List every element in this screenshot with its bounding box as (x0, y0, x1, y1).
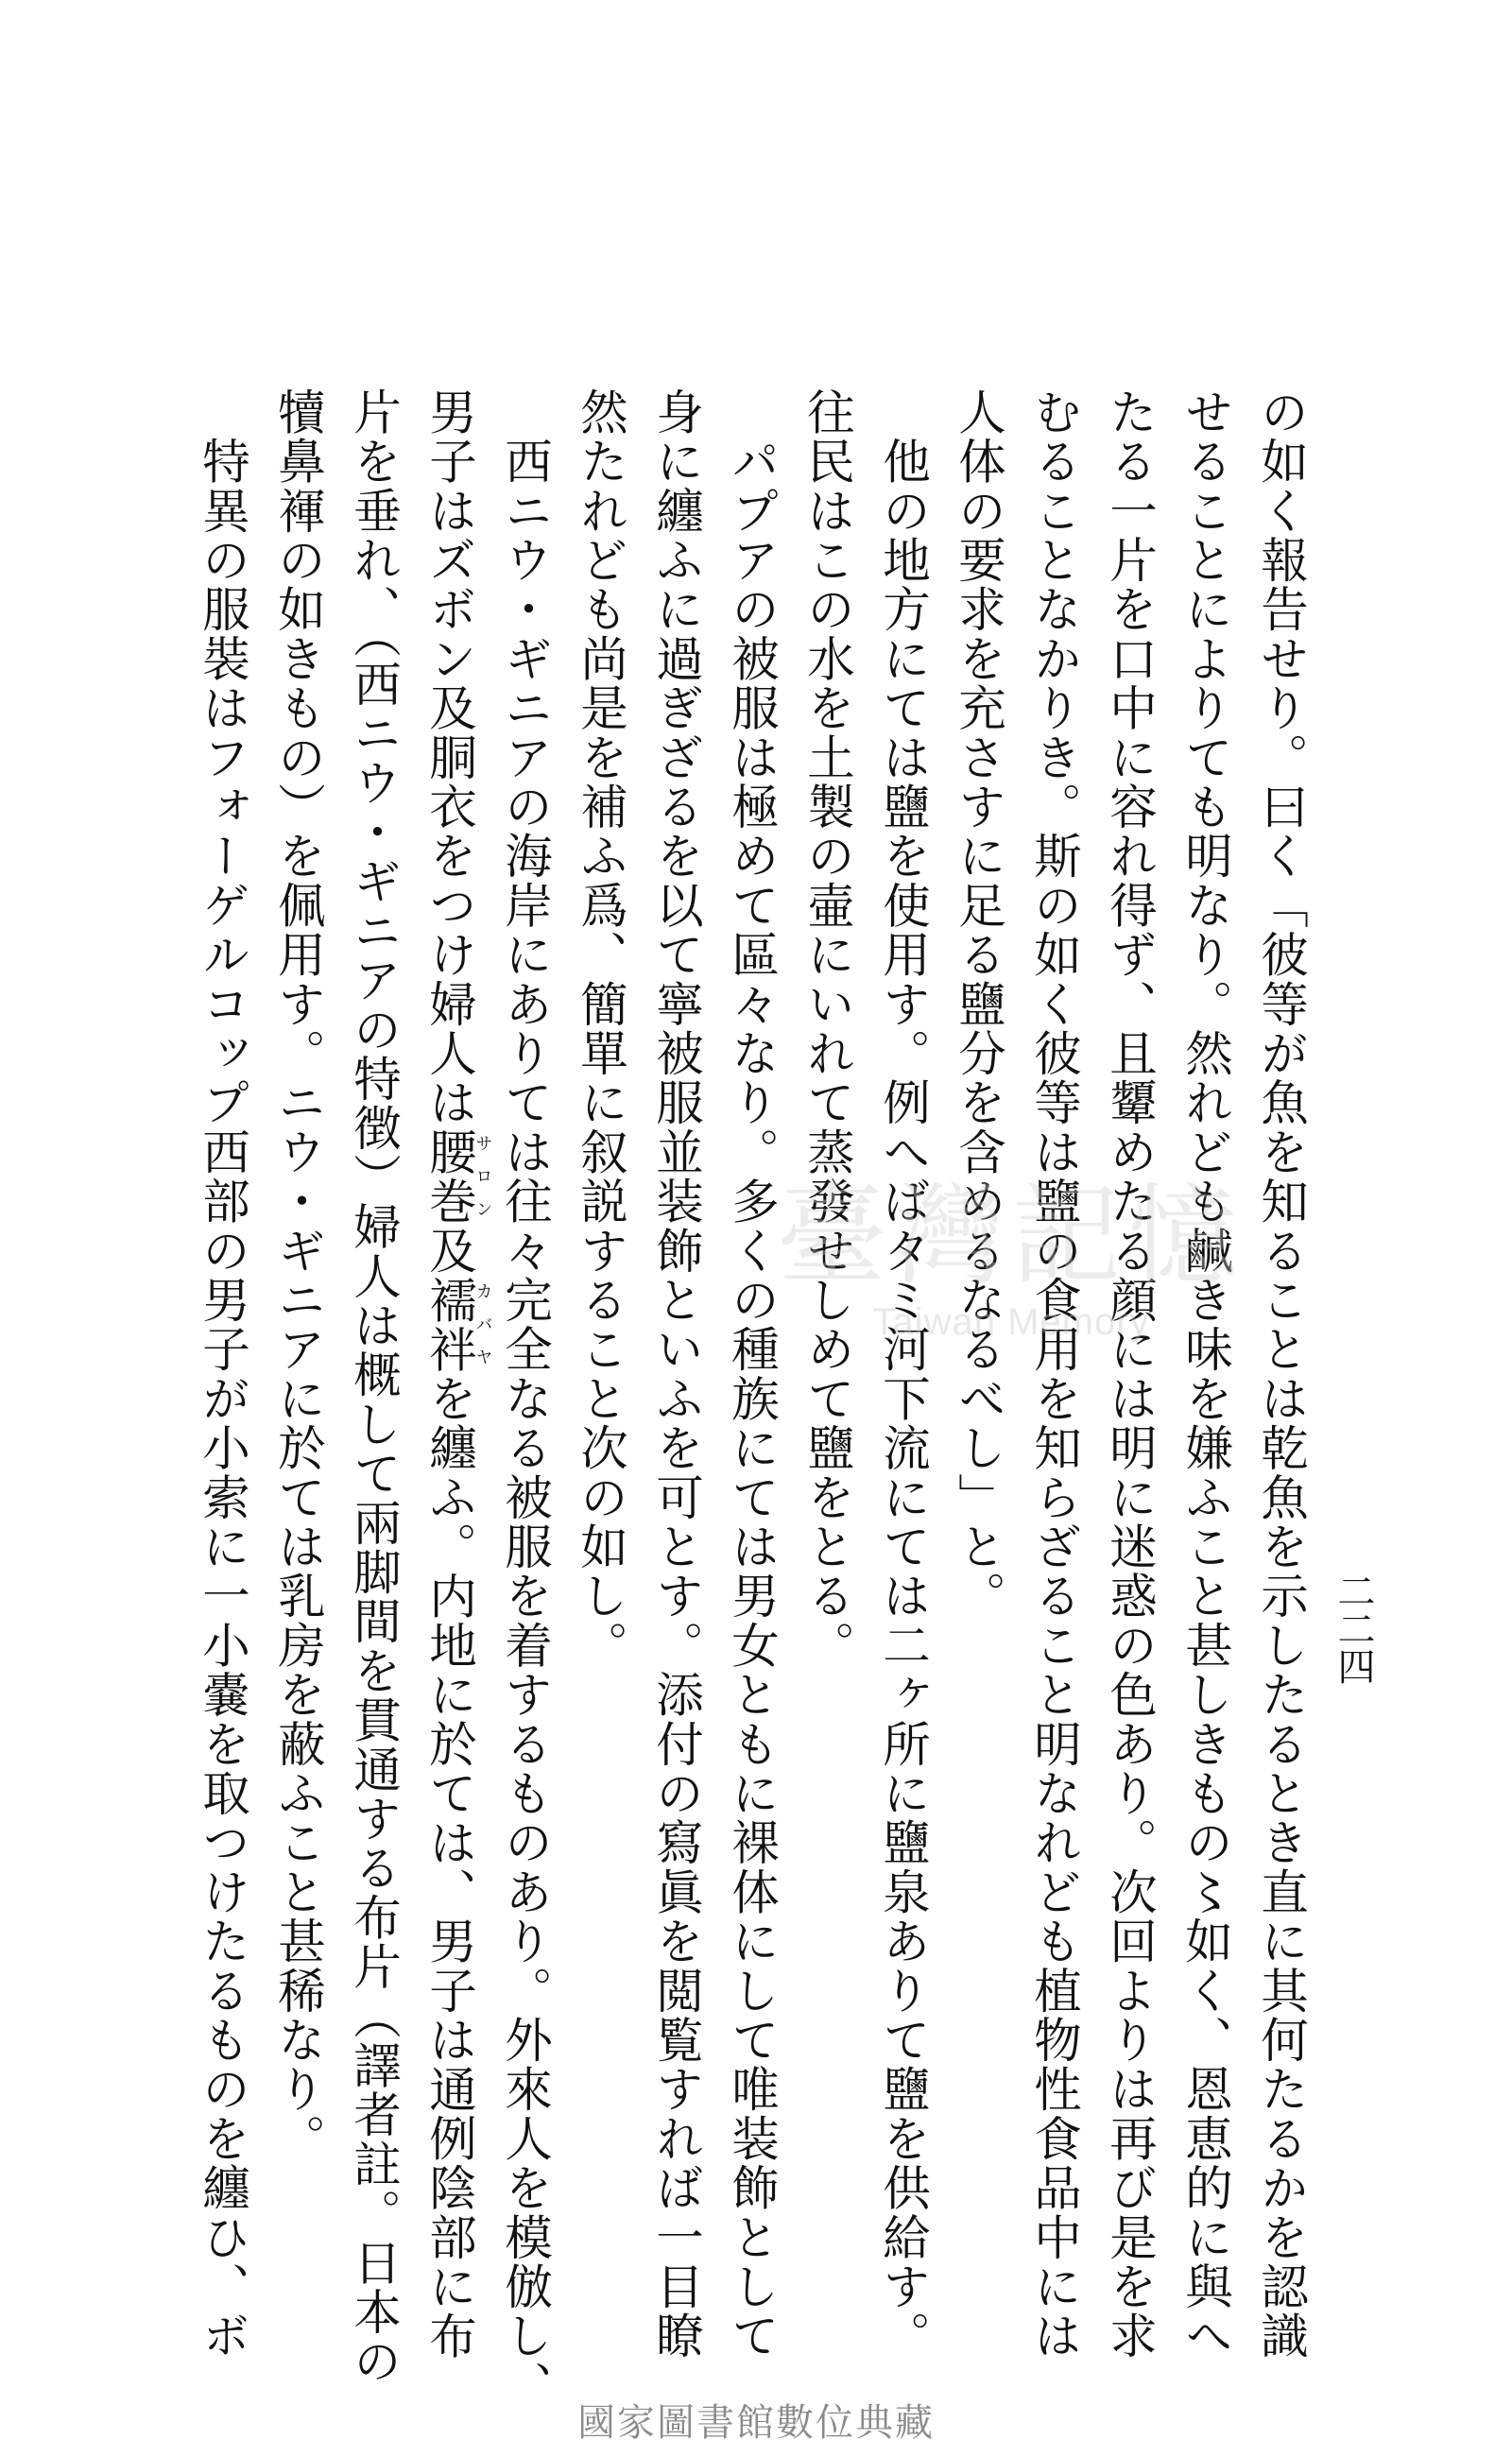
footer-caption: 國家圖書館數位典藏 (577, 2401, 935, 2445)
text-line-15: 特異の服裝はフォーゲルコップ西部の男子が小索に一小嚢を取つけたるものを纏ひ、ボ (195, 387, 251, 2361)
text-line-12: 男子はズボン及胴衣をつけ婦人は腰巻サロン及襦袢カバヤを纏ふ。内地に於ては、男子は通例陰部に布 (421, 387, 493, 2362)
text-line-10: 然たれども尚是を補ふ爲、簡單に叙説すること次の如し。 (573, 387, 629, 1671)
text-line-13: 片を垂れ、（西ニウ・ギニアの特徴）婦人は概して兩脚間を貫通する布片（譯者註。日本の (346, 387, 403, 2386)
text-line-9: 身に纏ふに過ぎざるを以て寧被服並装飾といふを可とす。添付の寫眞を閲覧すれば一目瞭 (648, 387, 705, 2361)
page-number: 二二四 (1332, 1572, 1375, 1685)
text-line-4: むることなかりき。斯の如く彼等は鹽の食用を知らざること明なれども植物性食品中には (1026, 387, 1083, 2361)
text-line-6: 他の地方にては鹽を使用す。例へばタミ河下流にては二ヶ所に鹽泉ありて鹽を供給す。 (875, 387, 932, 2361)
text-line-11: 西ニウ・ギニアの海岸にありては往々完全なる被服を着するものあり。外來人を模倣し、 (497, 387, 554, 2411)
text-line-8: パプアの被服は極めて區々なり。多くの種族にては男女ともに裸体にして唯装飾として (724, 387, 781, 2361)
text-line-3: たる一片を口中に容れ得ず、且顰めたる顔には明に迷惑の色あり。次回よりは再び是を求 (1102, 387, 1159, 2361)
text-line-1: の如く報告せり。曰く「彼等が魚を知ることは乾魚を示したるとき直に其何たるかを認識 (1253, 387, 1310, 2361)
ruby-reading: カバヤ (472, 1275, 493, 1375)
watermark-subtext: Taiwan Memory (872, 1301, 1150, 1343)
text-line-14: 犢鼻褌の如きもの）を佩用す。ニウ・ギニアに於ては乳房を蔽ふこと甚稀なり。 (270, 387, 327, 2164)
ruby-reading: サロン (472, 1127, 493, 1227)
text-line-2: せることによりても明なり。然れども鹹き味を嫌ふこと甚しきもの〻如く、恩恵的に與へ (1177, 387, 1234, 2361)
ruby-annotation: 腰巻サロン (421, 1127, 493, 1227)
watermark-logo: 臺灣記憶 (777, 1173, 1246, 1300)
text-line-5: 人体の要求を充さすに足る鹽分を含めるなるべし」と。 (951, 387, 1007, 1621)
text-line-7: 往民はこの水を土製の壷にいれて蒸發せしめて鹽をとる。 (799, 387, 856, 1671)
ruby-annotation: 襦袢カバヤ (421, 1275, 493, 1375)
